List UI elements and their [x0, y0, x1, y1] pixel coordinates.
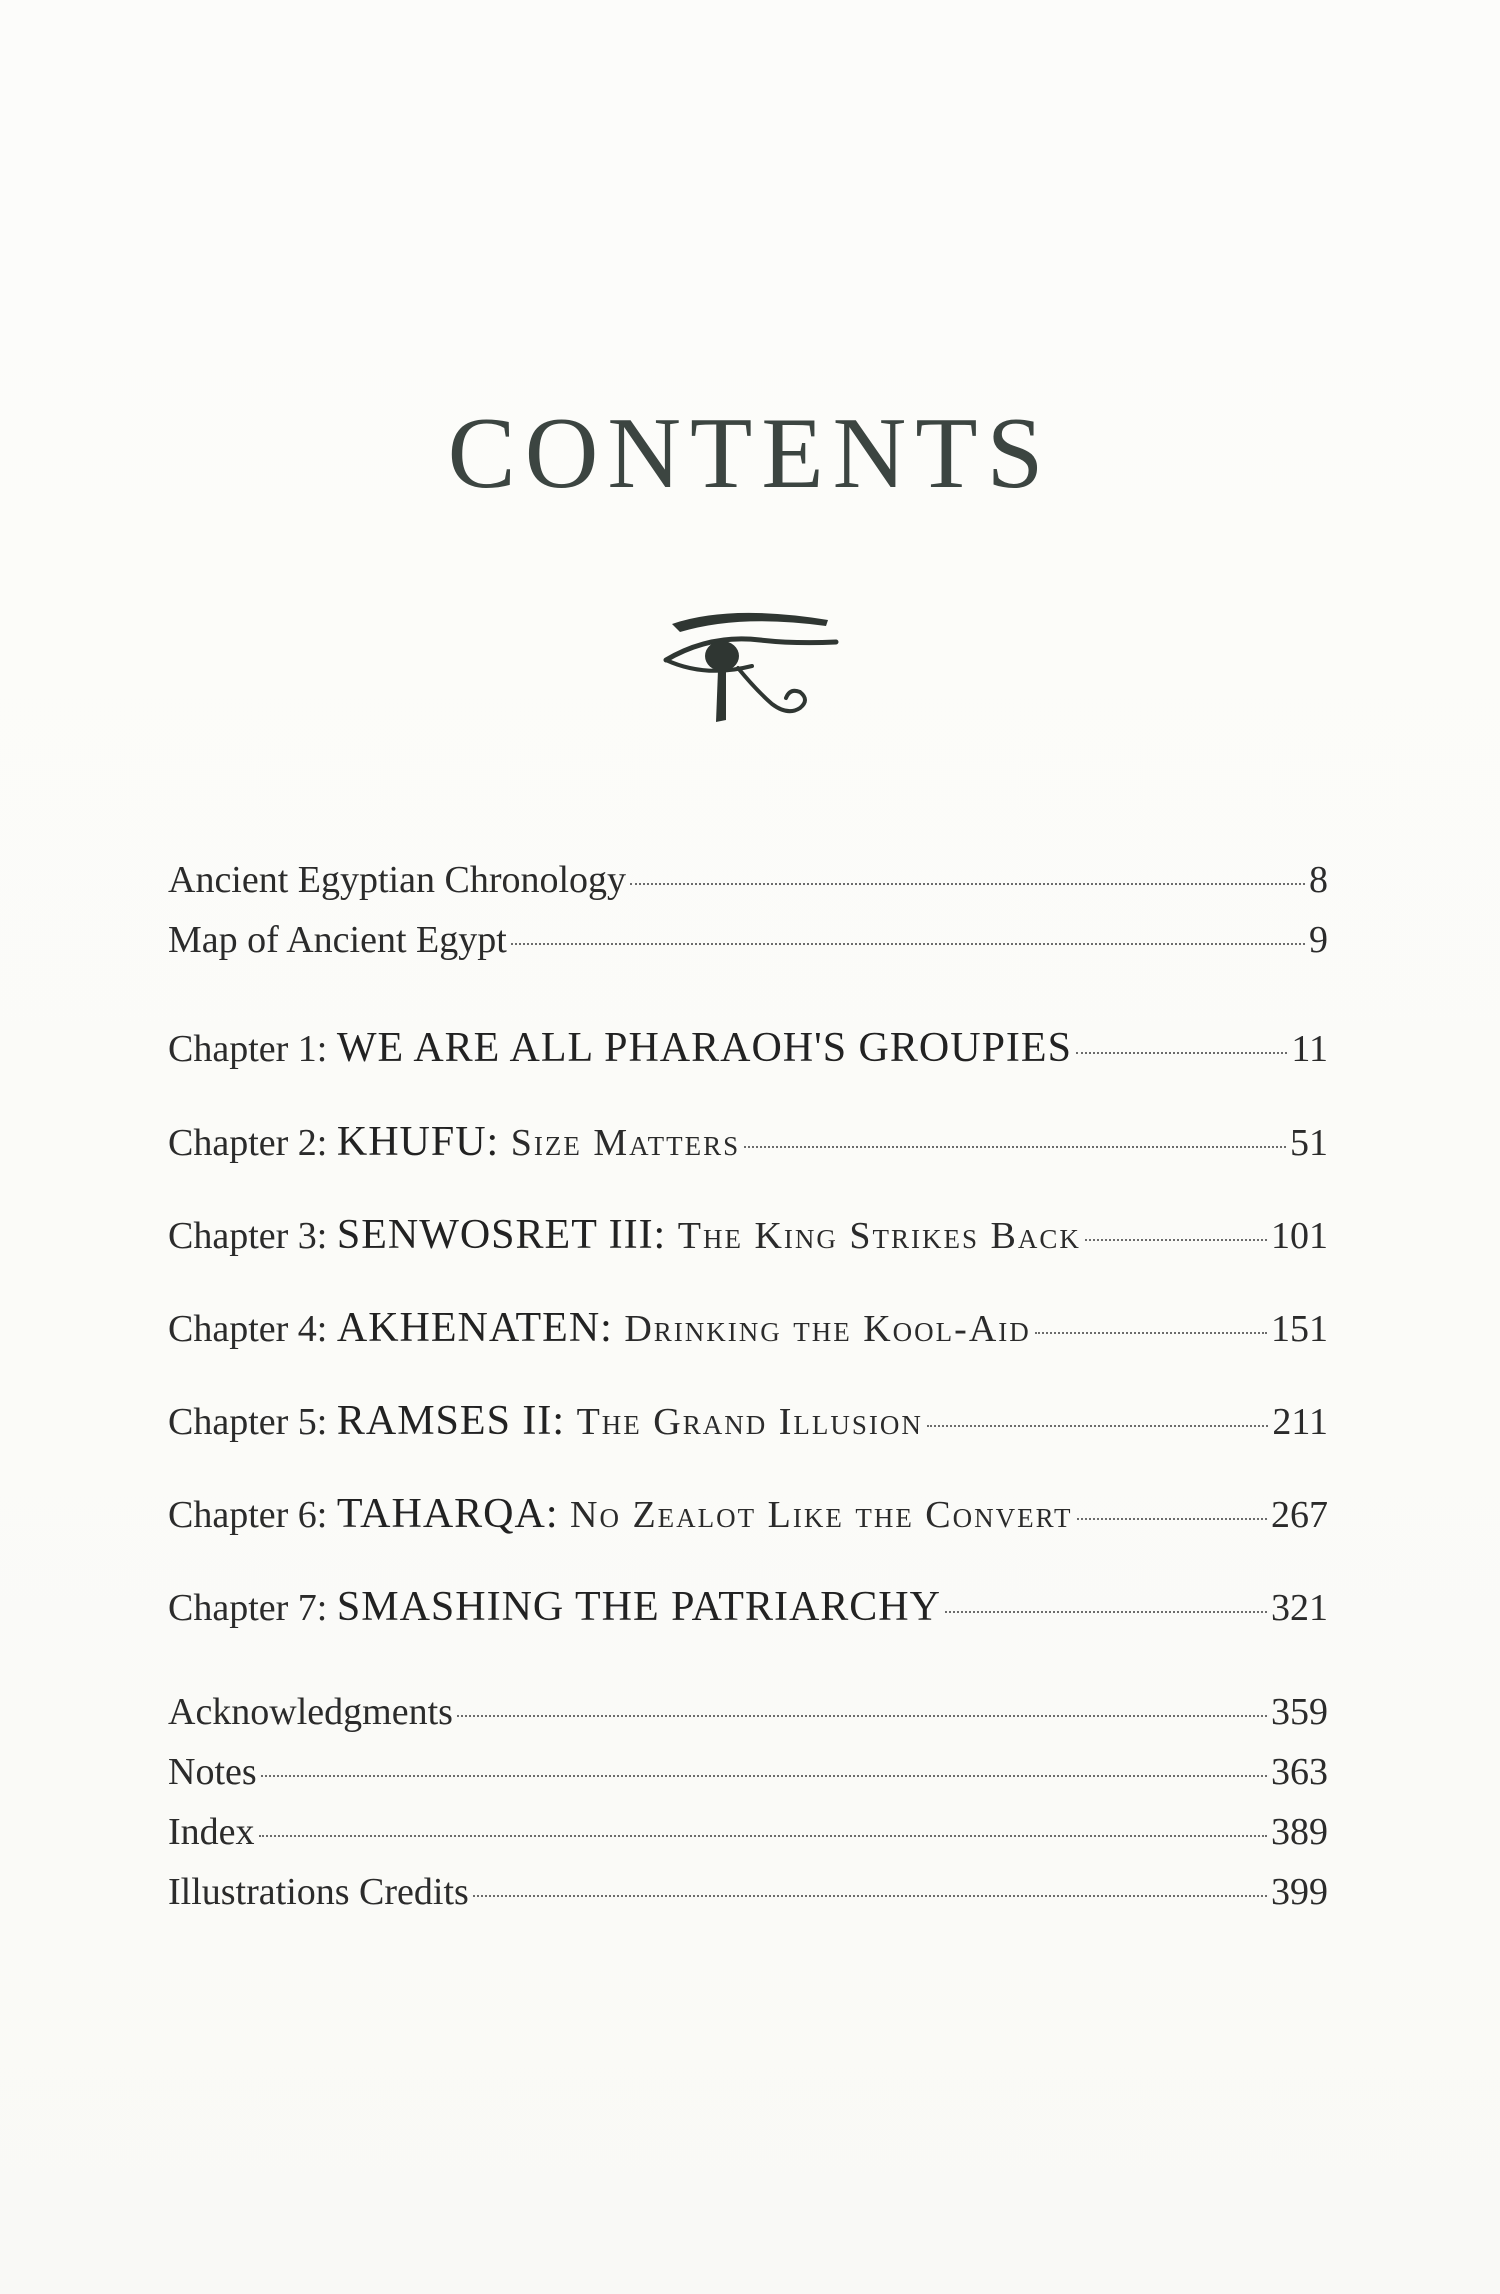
dot-leader: [1035, 1332, 1267, 1334]
entry-label: Acknowledgments: [168, 1691, 453, 1733]
toc-entry-chapter-6[interactable]: [168, 1490, 1328, 1538]
entry-label: Map of Ancient Egypt: [168, 919, 507, 961]
entry-page: 321: [1271, 1587, 1328, 1629]
chapter-number: Chapter 3:: [168, 1215, 337, 1257]
chapter-number: Chapter 4:: [168, 1308, 337, 1350]
toc-entry-back-1[interactable]: [168, 1690, 1328, 1734]
toc-entry-chapter-2[interactable]: [168, 1118, 1328, 1166]
entry-page: 11: [1291, 1028, 1328, 1070]
chapter-title: SENWOSRET III:: [336, 1212, 678, 1258]
dot-leader: [259, 1835, 1267, 1837]
chapter-title: AKHENATEN:: [336, 1305, 625, 1351]
entry-page: 389: [1271, 1811, 1328, 1853]
entry-page: 359: [1271, 1691, 1328, 1733]
toc-entry-chapter-5[interactable]: [168, 1397, 1328, 1445]
chapter-title: TAHARQA:: [336, 1491, 570, 1537]
entry-label: Ancient Egyptian Chronology: [168, 859, 627, 901]
dot-leader: [945, 1611, 1267, 1613]
dot-leader: [473, 1895, 1267, 1897]
entry-page: 9: [1309, 919, 1328, 961]
entry-page: 211: [1272, 1401, 1328, 1443]
dot-leader: [1076, 1052, 1287, 1054]
chapter-number: Chapter 5:: [168, 1401, 337, 1443]
dot-leader: [511, 943, 1305, 945]
entry-page: 399: [1271, 1871, 1328, 1913]
entry-label: Illustrations Credits: [168, 1871, 469, 1913]
toc-entry-back-2[interactable]: [168, 1750, 1328, 1794]
entry-page: 51: [1290, 1122, 1328, 1164]
toc-entry-back-4[interactable]: [168, 1870, 1328, 1914]
toc-entry-chapter-4[interactable]: [168, 1304, 1328, 1352]
entry-page: 363: [1271, 1751, 1328, 1793]
entry-page: 151: [1271, 1308, 1328, 1350]
chapter-subtitle: No Zealot Like the Convert: [570, 1494, 1073, 1536]
chapter-number: Chapter 6:: [168, 1494, 337, 1536]
toc-entry-chapter-3[interactable]: [168, 1211, 1328, 1259]
chapter-title: SMASHING THE PATRIARCHY: [336, 1584, 941, 1630]
chapter-title: WE ARE ALL PHARAOH'S GROUPIES: [336, 1025, 1072, 1071]
toc-entry-chapter-7[interactable]: [168, 1583, 1328, 1631]
dot-leader: [744, 1146, 1286, 1148]
entry-label: Index: [168, 1811, 255, 1853]
toc-entry-back-3[interactable]: [168, 1810, 1328, 1854]
chapter-number: Chapter 2:: [168, 1122, 337, 1164]
toc-entry-chapter-1[interactable]: [168, 1024, 1328, 1072]
entry-page: 267: [1271, 1494, 1328, 1536]
chapter-subtitle: Drinking the Kool-Aid: [624, 1308, 1031, 1350]
dot-leader: [457, 1715, 1267, 1717]
page-title: CONTENTS: [447, 397, 1053, 510]
entry-page: 8: [1309, 859, 1328, 901]
chapter-number: Chapter 1:: [168, 1028, 337, 1070]
dot-leader: [1085, 1239, 1267, 1241]
toc-entry-front-2[interactable]: [168, 918, 1328, 962]
dot-leader: [261, 1775, 1267, 1777]
toc-entry-front-1[interactable]: [168, 858, 1328, 902]
chapter-number: Chapter 7:: [168, 1587, 337, 1629]
entry-label: Notes: [168, 1751, 257, 1793]
dot-leader: [630, 883, 1305, 885]
dot-leader: [927, 1425, 1269, 1427]
entry-page: 101: [1271, 1215, 1328, 1257]
chapter-subtitle: The Grand Illusion: [576, 1401, 923, 1443]
chapter-subtitle: Size Matters: [510, 1122, 741, 1164]
chapter-subtitle: The King Strikes Back: [677, 1215, 1081, 1257]
dot-leader: [1077, 1518, 1267, 1520]
chapter-title: RAMSES II:: [336, 1398, 577, 1444]
chapter-title: KHUFU:: [336, 1119, 511, 1165]
eye-of-horus-icon: [660, 602, 840, 732]
